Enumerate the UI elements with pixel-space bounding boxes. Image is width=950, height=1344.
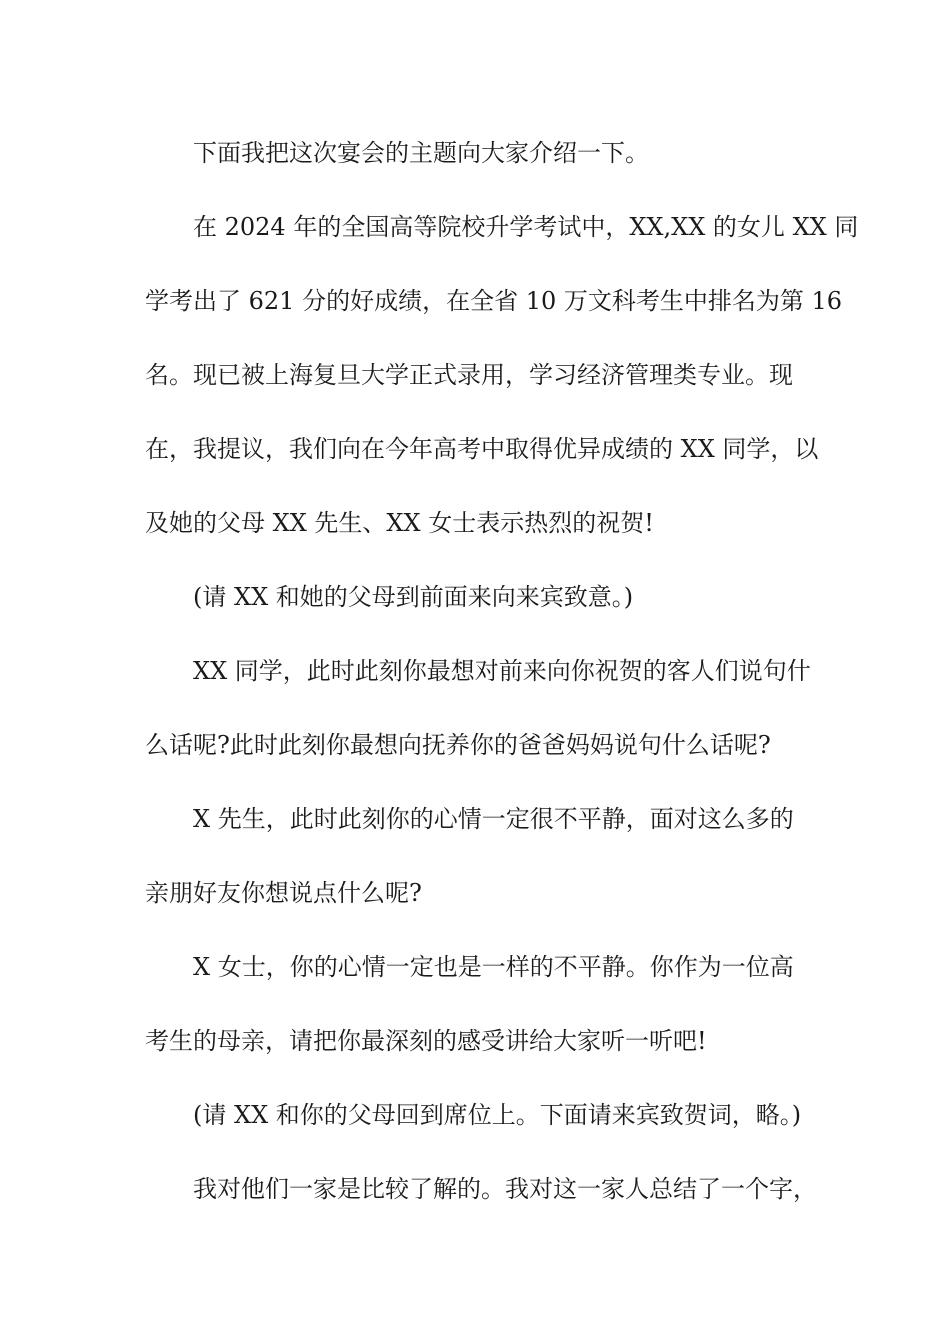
text-line: 及她的父母 XX 先生、XX 女士表示热烈的祝贺!: [145, 509, 654, 537]
paragraph-stage-note-2: [145, 1078, 825, 1152]
paragraph-family-summary: [145, 1152, 825, 1226]
text-line: 考生的母亲，请把你最深刻的感受讲给大家听一听吧!: [145, 1027, 707, 1055]
paragraph-student-question: [145, 634, 825, 782]
text-line: 名。现已被上海复旦大学正式录用，学习经济管理类专业。现: [145, 361, 793, 389]
text-line: (请 XX 和她的父母到前面来向来宾致意。): [193, 583, 634, 611]
text-line: 亲朋好友你想说点什么呢?: [145, 879, 422, 907]
paragraph-stage-note-1: [145, 560, 825, 634]
text-line: 我对他们一家是比较了解的。我对这一家人总结了一个字，: [193, 1175, 817, 1203]
text-line: (请 XX 和你的父母回到席位上。下面请来宾致贺词，略。): [193, 1101, 802, 1129]
text-line: X 先生，此时此刻你的心情一定很不平静，面对这么多的: [193, 805, 794, 833]
paragraph-exam-result: [145, 190, 859, 560]
text-line: XX 同学，此时此刻你最想对前来向你祝贺的客人们说句什: [193, 657, 811, 685]
text-line: 下面我把这次宴会的主题向大家介绍一下。: [193, 139, 649, 167]
text-line: 么话呢?此时此刻你最想向抚养你的爸爸妈妈说句什么话呢?: [145, 731, 771, 759]
text-line: 在，我提议，我们向在今年高考中取得优异成绩的 XX 同学，以: [145, 435, 819, 463]
text-line: 学考出了 621 分的好成绩，在全省 10 万文科考生中排名为第 16: [145, 287, 843, 315]
text-line: X 女士，你的心情一定也是一样的不平静。你作为一位高: [193, 953, 794, 981]
paragraph-intro: [145, 116, 825, 190]
paragraph-father-question: [145, 782, 825, 930]
paragraph-mother-question: [145, 930, 825, 1078]
text-line: 在 2024 年的全国高等院校升学考试中，XX,XX 的女儿 XX 同: [193, 213, 859, 241]
